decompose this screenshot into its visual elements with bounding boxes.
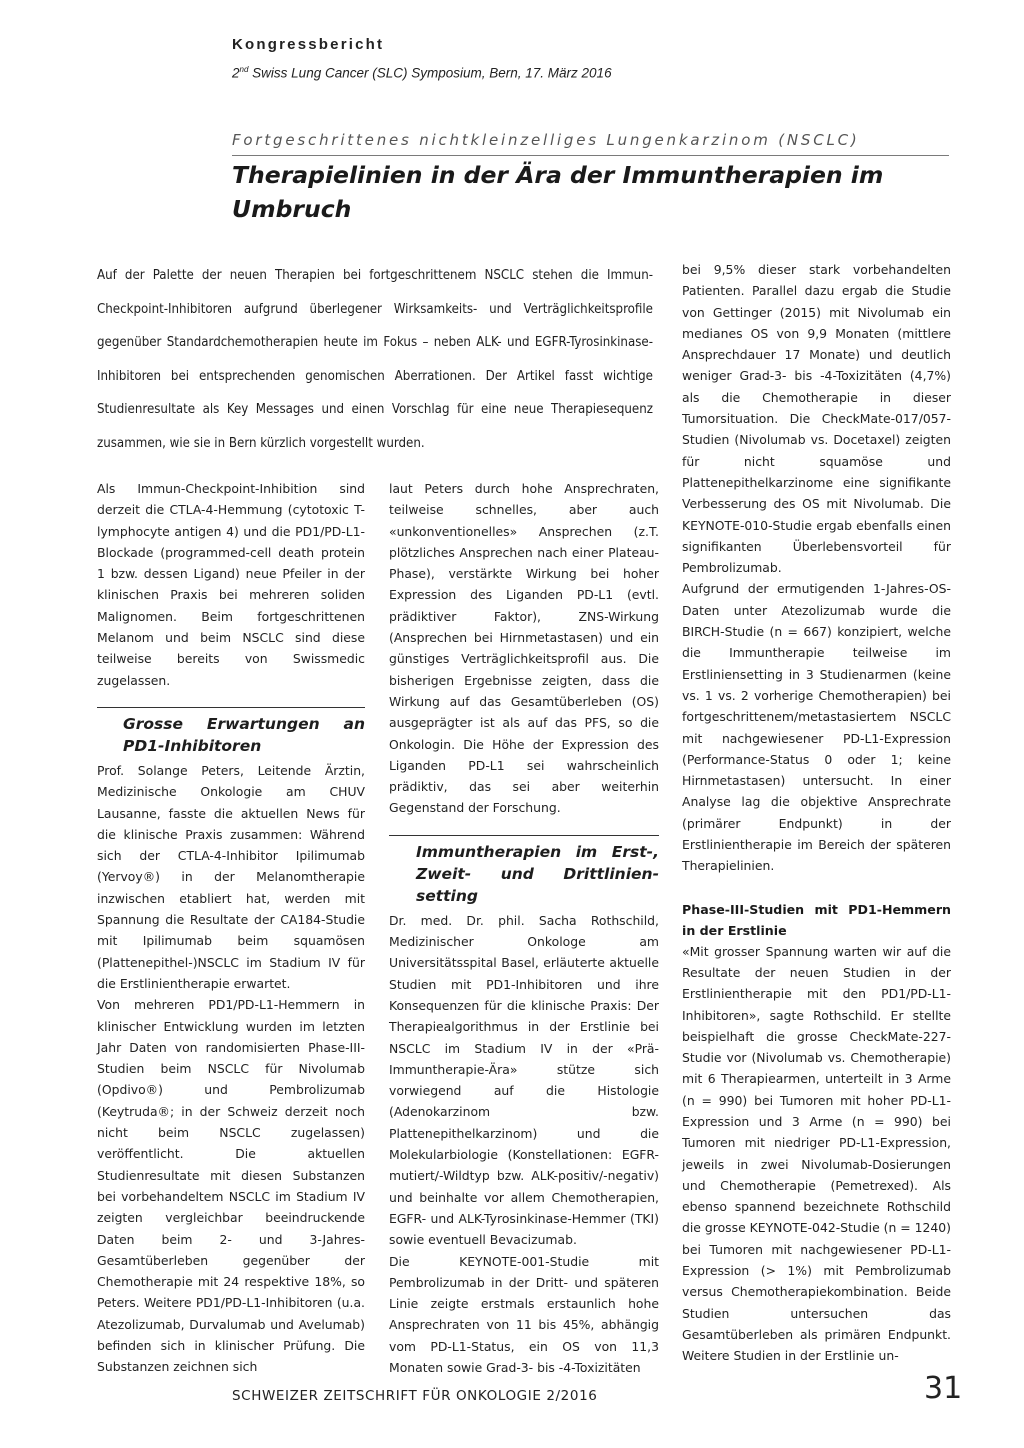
column-2 — [389, 478, 659, 1378]
article-kicker: Fortgeschrittenes nichtkleinzelliges Lungenkarzinom (NSCLC) — [232, 131, 860, 149]
section-heading: Immuntherapien im Erst-, Zweit- und Drittlinien-setting — [389, 835, 659, 907]
symposium-line — [232, 65, 612, 81]
paragraph: Als Immun-Checkpoint-Inhibition sind derzeit die CTLA-4-Hemmung (cytotoxic T-lymphocyte antigen 4) und die PD1/PD-L1-Blockade (programmed-cell death protein 1 bzw. dessen Ligand) neue Pfeiler in der klinischen Praxis bei mehreren soliden Malignomen. Beim fortgeschrittenen Melanom und beim NSCLC sind diese teilweise bereits von Swissmedic zugelassen. — [97, 481, 365, 688]
subsection-heading: Phase-III-Studien mit PD1-Hemmern in der Erstlinie — [682, 901, 951, 938]
paragraph: laut Peters durch hohe Ansprechraten, teilweise schnelles, aber auch «unkonventionelles» Ansprechen (z.T. plötzliches Ansprechen nach einer Plateau-Phase), verstärkte Wirkung bei hoher Expression des Liganden PD-L1 (evtl. prädiktiver Faktor), ZNS-Wirkung (Ansprechen bei Hirnmetastasen) und ein günstiges Verträglichkeitsprofil aus. Die bisherigen Ergebnisse zeigten, dass die Wirkung auf das Gesamtüberleben (OS) ausgeprägter ist als auf das PFS, so die Onkologin. Die Höhe der Expression des Liganden PD-L1 sei wahrscheinlich prädiktiv, das sei aber weiterhin Gegenstand der Forschung. — [389, 481, 659, 816]
column-1 — [97, 478, 365, 1378]
paragraph: Von mehreren PD1/PD-L1-Hemmern in klinischer Entwicklung wurden im letzten Jahr Daten von randomisierten Phase-III-Studien beim NSCLC für Nivolumab (Opdivo®) und Pembrolizumab (Keytruda®; in der Schweiz derzeit noch nicht beim NSCLC zugelassen) veröffentlicht. Die aktuellen Studienresultate mit diesen Substanzen bei vorbehandeltem NSCLC im Stadium IV zeigten vergleichbar beeindruckende Daten beim 2- und 3-Jahres-Gesamtüberleben gegenüber der Chemotherapie mit 24 respektive 18%, so Peters. Weitere PD1/PD-L1-Inhibitoren (u.a. Atezolizumab, Durvalumab und Avelumab) befinden sich in klinischer Prüfung. Die Substanzen zeichnen sich — [97, 997, 365, 1375]
paragraph: bei 9,5% dieser stark vorbehandelten Patienten. Parallel dazu ergab die Studie von Gettinger (2015) mit Nivolumab ein medianes OS von 9,9 Monaten (mittlere Ansprechdauer 17 Monate) und deutlich weniger Grad-3- bis -4-Toxizitäten (4,7%) als die Chemotherapie in dieser Tumorsituation. Die CheckMate-017/057-Studien (Nivolumab vs. Docetaxel) zeigten für nicht squamöse und Plattenepithelkarzinome eine signifikante Verbesserung des OS mit Nivolumab. Die KEYNOTE-010-Studie ergab ebenfalls einen signifikanten Überlebensvorteil für Pembrolizumab. — [682, 262, 951, 576]
article-lead: Auf der Palette der neuen Therapien bei fortgeschrittenem NSCLC stehen die Immun-Checkpoint-Inhibitoren aufgrund überlegener Wirksamkeits- und Verträglichkeitsprofile gegenüber Standardchemotherapien heute im Fokus – neben ALK- und EGFR-Tyrosinkinase-Inhibitoren bei entsprechenden genomischen Aberrationen. Der Artikel fasst wichtige Studienresultate als Key Messages und einen Vorschlag für eine neue Therapiesequenz zusammen, wie sie in Bern kürzlich vorgestellt wurden. — [97, 268, 653, 451]
section-label: Kongressbericht — [232, 36, 385, 53]
symposium-text: Swiss Lung Cancer (SLC) Symposium, Bern, 17. März 2016 — [248, 65, 612, 81]
paragraph: Prof. Solange Peters, Leitende Ärztin, Medizinische Onkologie am CHUV Lausanne, fasste die aktuellen News für die klinische Praxis zusammen: Während sich der CTLA-4-Inhibitor Ipilimumab (Yervoy®) in der Melanomtherapie inzwischen etabliert hat, werden mit Spannung die Resultate der CA184-Studie mit Ipilimumab beim squamösen (Plattenepithel-)NSCLC im Stadium IV für die Erstlinientherapie erwartet. — [97, 762, 365, 991]
symposium-ordinal: 2 — [232, 65, 240, 81]
paragraph: «Mit grosser Spannung warten wir auf die Resultate der neuen Studien in der Erstlinientherapie mit den PD1/PD-L1-Inhibitoren», sagte Rothschild. Er stellte beispielhaft die grosse CheckMate-227-Studie vor (Nivolumab vs. Chemotherapie) mit 6 Therapiearmen, unterteilt in 3 Arme (n = 990) bei Tumoren mit hoher PD-L1-Expression und 3 Arme (n = 990) bei Tumoren mit niedriger PD-L1-Expression, jeweils in zwei Nivolumab-Dosierungen und Chemotherapie (Pemetrexed). Als ebenso spannend bezeichnete Rothschild die grosse KEYNOTE-042-Studie (n = 1240) bei Tumoren mit nachgewiesener PD-L1-Expression (> 1%) mit Pembrolizumab versus Chemotherapiekombination. Beide Studien untersuchen das Gesamtüberleben als primären Endpunkt. Weitere Studien in der Erstlinie un- — [682, 943, 951, 1364]
section-heading: Grosse Erwartungen an PD1-Inhibitoren — [97, 707, 365, 757]
kicker-rule — [232, 155, 949, 156]
column-3 — [682, 259, 951, 1367]
symposium-ordinal-suffix: nd — [239, 65, 249, 74]
article-title: Therapielinien in der Ära der Immuntherapien im Umbruch — [232, 161, 884, 223]
page-number: 31 — [924, 1371, 963, 1406]
paragraph: Aufgrund der ermutigenden 1-Jahres-OS-Daten unter Atezolizumab wurde die BIRCH-Studie (n = 667) konzipiert, welche die Immuntherapie teilweise im Erstliniensetting in 3 Studienarmen (keine vs. 1 vs. 2 vorherige Chemotherapien) bei fortgeschrittenem/metastasiertem NSCLC mit nachgewiesener PD-L1-Expression (Performance-Status 0 oder 1; keine Hirnmetastasen) untersucht. In einer Analyse lag die objektive Ansprechrate (primärer Endpunkt) in der Erstlinientherapie im Bereich der späteren Therapielinien. — [682, 581, 951, 874]
paragraph: Dr. med. Dr. phil. Sacha Rothschild, Medizinischer Onkologe am Universitätsspital Basel, erläuterte aktuelle Studien mit PD1-Inhibitoren und ihre Konsequenzen für die klinische Praxis: Der Therapiealgorithmus in der Erstlinie bei NSCLC im Stadium IV in der «Prä-Immuntherapie-Ära» stütze sich vorwiegend auf die Histologie (Adenokarzinom bzw. Plattenepithelkarzinom) und die Molekularbiologie (Konstellationen: EGFR-mutiert/-Wildtyp bzw. ALK-positiv/-negativ) und beinhalte vor allem Chemotherapien, EGFR- und ALK-Tyrosinkinase-Hemmer (TKI) sowie eventuell Bevacizumab. — [389, 912, 659, 1248]
paragraph: Die KEYNOTE-001-Studie mit Pembrolizumab in der Dritt- und späteren Linie zeigte erstmals erstaunlich hohe Ansprechraten von 11 bis 45%, abhängig vom PD-L1-Status, ein OS von 11,3 Monaten sowie Grad-3- bis -4-Toxizitäten — [389, 1253, 659, 1375]
journal-footer: SCHWEIZER ZEITSCHRIFT FÜR ONKOLOGIE 2/2016 — [232, 1388, 598, 1404]
